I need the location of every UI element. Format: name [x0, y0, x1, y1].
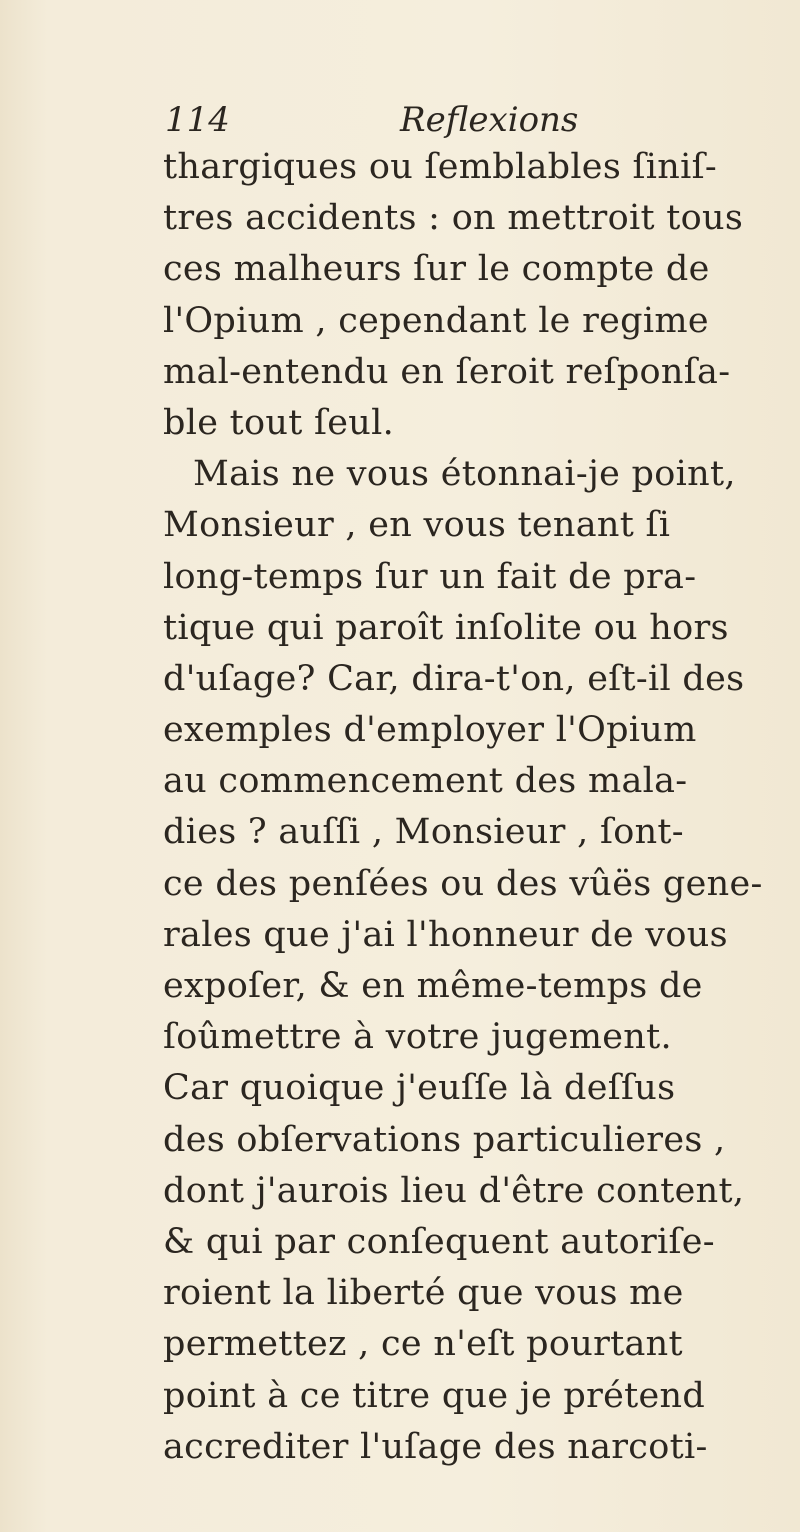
text-line: Car quoique j'euſſe là deſſus: [163, 1068, 676, 1109]
page-number: 114: [165, 100, 230, 140]
page-header: [165, 96, 765, 144]
text-line: dies ? auſſi , Monsieur , ſont-: [163, 812, 684, 853]
text-line: roient la liberté que vous me: [163, 1273, 684, 1314]
text-line: d'uſage? Car, dira-t'on, eſt-il des: [163, 658, 745, 699]
text-line: ces malheurs ſur le compte de: [163, 249, 710, 290]
text-line: Monsieur , en vous tenant ſi: [163, 505, 671, 546]
text-line: ſoûmettre à votre jugement.: [163, 1017, 672, 1058]
text-line: au commencement des mala-: [163, 761, 688, 802]
text-line: des obſervations particulieres ,: [163, 1119, 726, 1160]
text-line: ble tout ſeul.: [163, 402, 395, 443]
text-line: mal-entendu en ſeroit reſponſa-: [163, 351, 731, 392]
text-line: expoſer, & en même-temps de: [163, 966, 703, 1006]
text-line: l'Opium , cependant le regime: [163, 300, 709, 341]
text-line: point à ce titre que je prétend: [163, 1375, 706, 1416]
text-line: rales que j'ai l'honneur de vous: [163, 914, 728, 955]
text-line: accrediter l'uſage des narcoti-: [163, 1426, 708, 1467]
text-line: ce des penſées ou des vûës gene-: [163, 863, 763, 904]
text-line: dont j'aurois lieu d'être content,: [163, 1170, 745, 1211]
text-line: tres accidents : on mettroit tous: [163, 198, 744, 239]
body-text: [163, 142, 773, 1473]
text-line: long-temps ſur un fait de pra-: [163, 556, 697, 597]
text-line: permettez , ce n'eſt pourtant: [163, 1324, 683, 1365]
running-title: Reflexions: [400, 100, 579, 140]
text-line: exemples d'employer l'Opium: [163, 710, 697, 751]
text-line: & qui par conſequent autoriſe-: [163, 1221, 715, 1262]
text-line: Mais ne vous étonnai-je point,: [193, 454, 736, 495]
text-line: thargiques ou ſemblables ſiniſ-: [163, 147, 717, 187]
text-line: tique qui paroît inſolite ou hors: [163, 607, 729, 648]
